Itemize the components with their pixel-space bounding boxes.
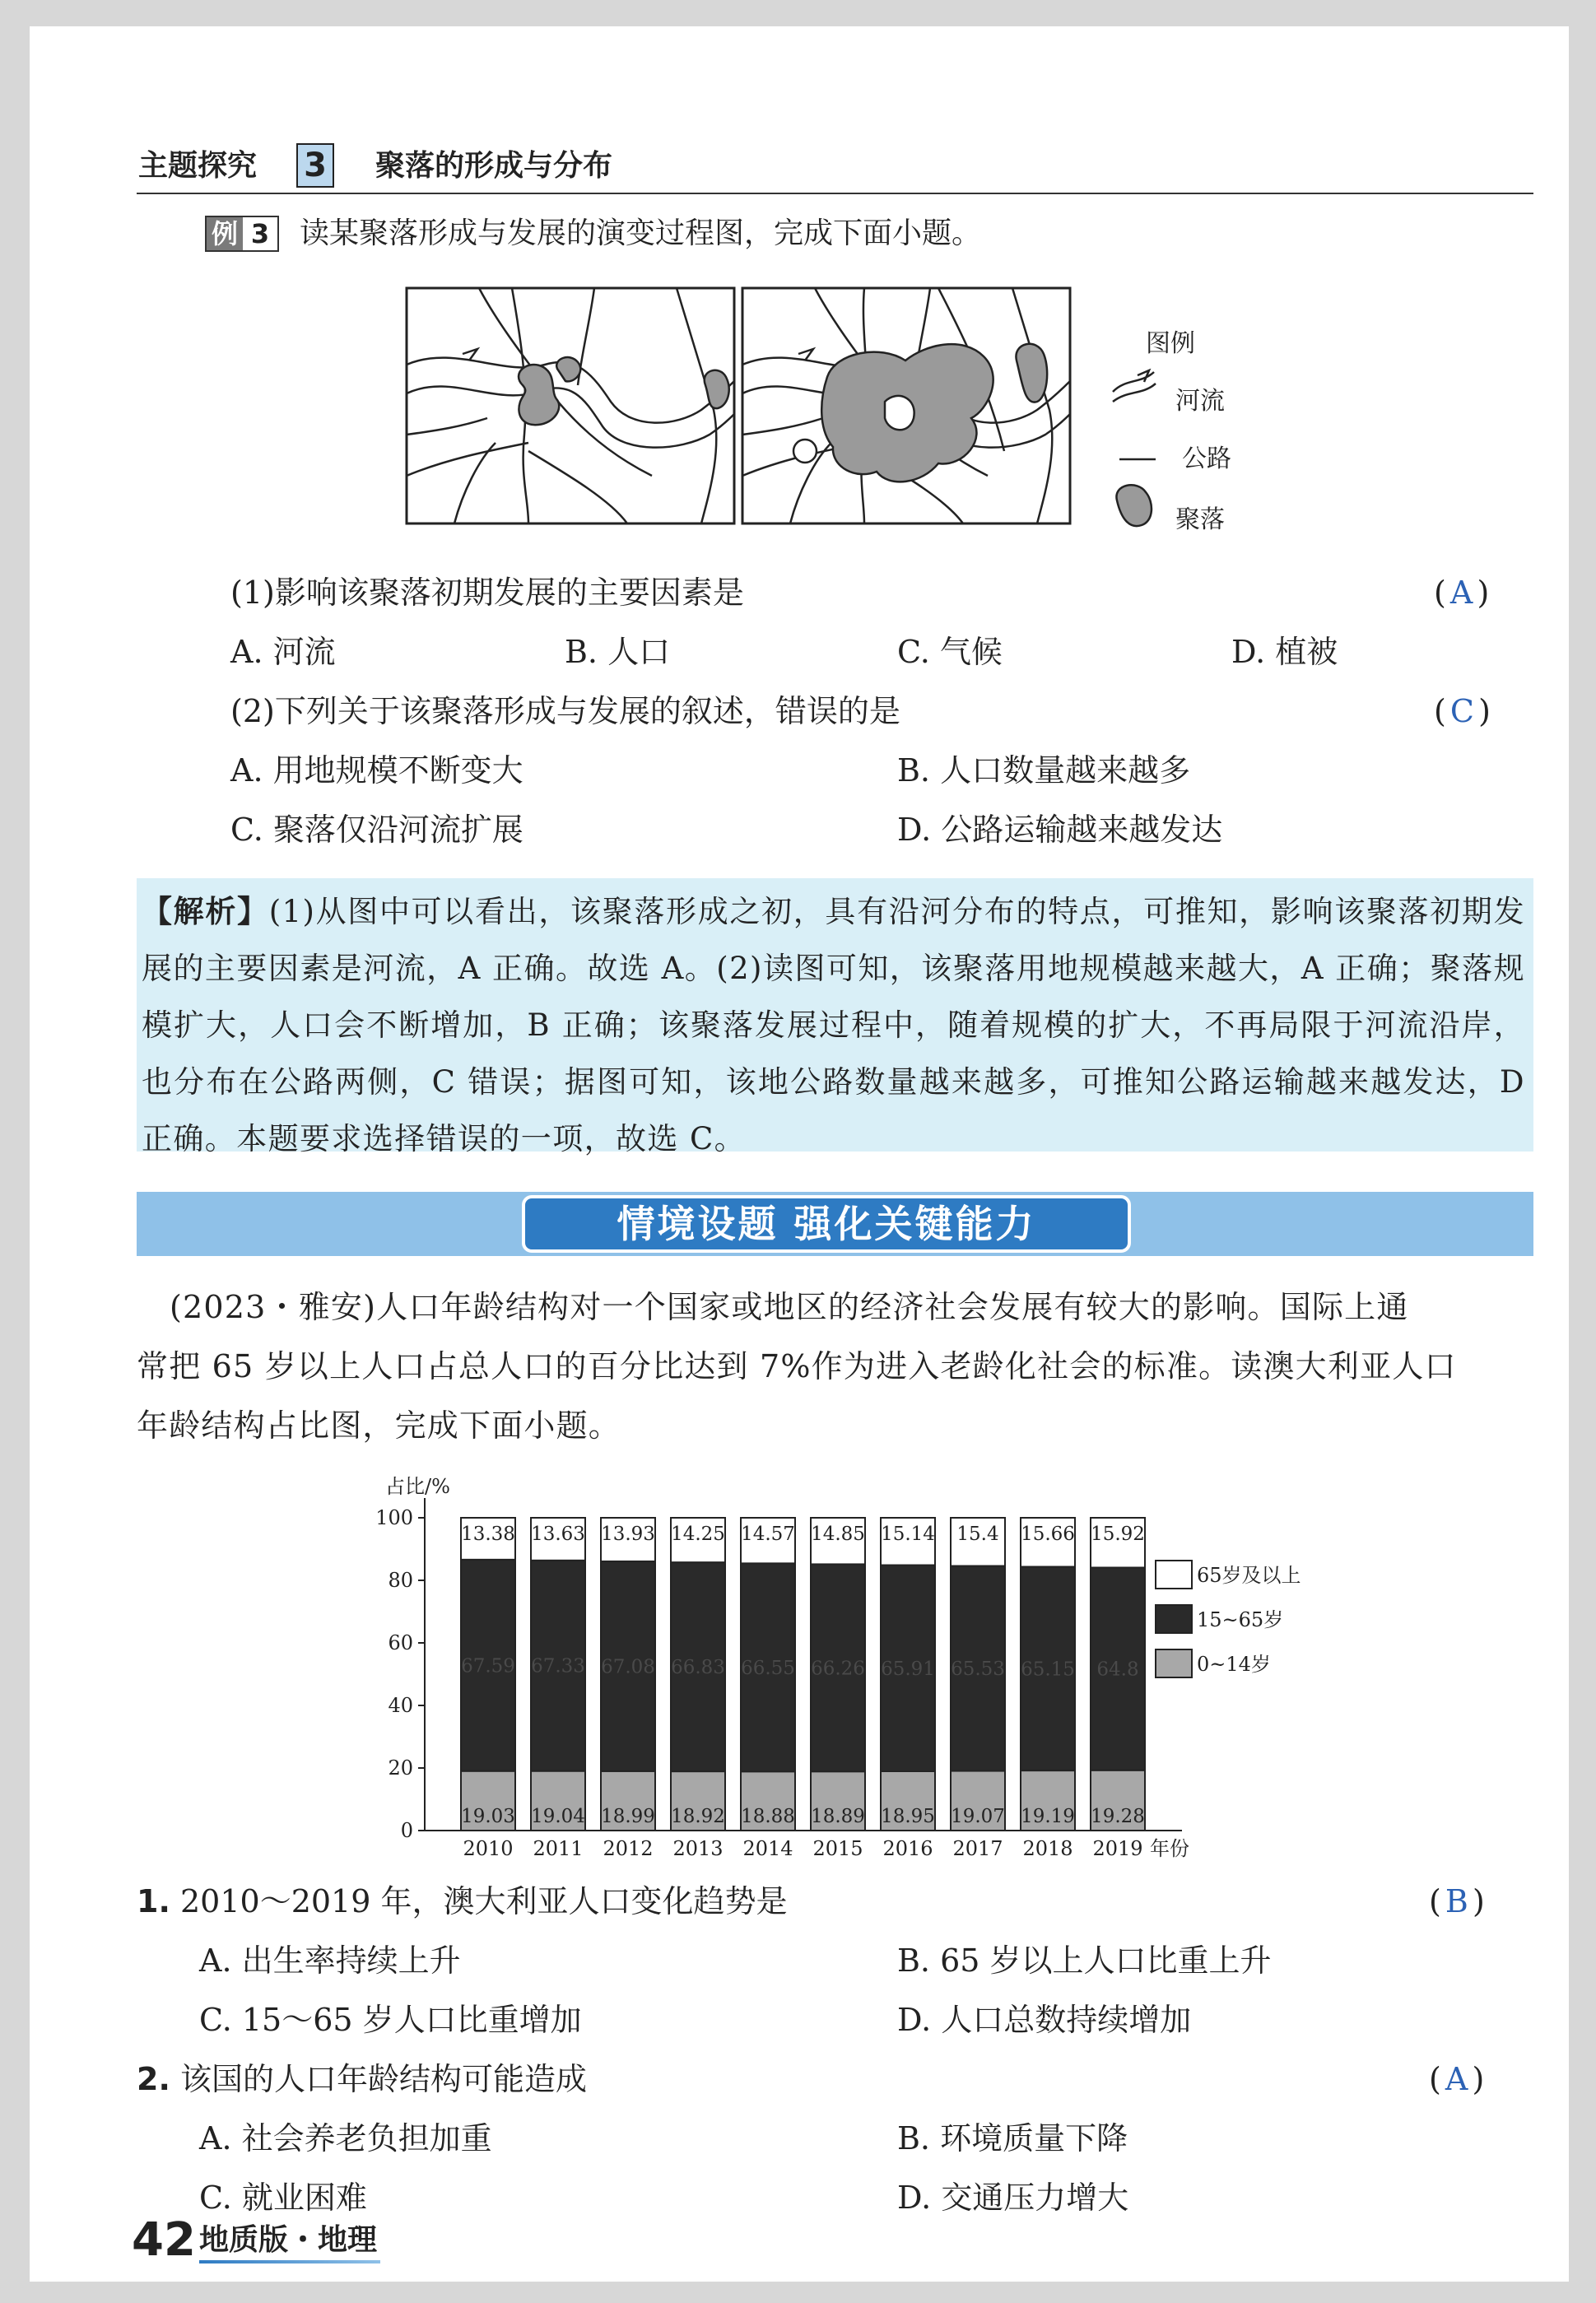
x-axis-label: 年份 [1150, 1837, 1189, 1860]
x-tick-label: 2019 [1092, 1837, 1143, 1860]
analysis-paragraph [137, 878, 1533, 1167]
example-q1-answer-bracket: ( A ) [1434, 575, 1490, 611]
question-1-option-d: D. 人口总数持续增加 [897, 2002, 1192, 2038]
data-label: 14.57 [741, 1524, 795, 1545]
edition-underline [199, 2260, 380, 2263]
example-q2-option-c: C. 聚落仅沿河流扩展 [230, 812, 523, 848]
question-1-option-b: B. 65 岁以上人口比重上升 [897, 1942, 1272, 1979]
section-title: 聚落的形成与分布 [375, 149, 613, 183]
map-early-stage [407, 288, 734, 523]
question-1-number: 1. [137, 1883, 170, 1919]
analysis-text: (1)从图中可以看出，该聚落形成之初，具有沿河分布的特点，可推知，影响该聚落初期发展的主要因素是河流，A 正确。故选 A。(2)读图可知，该聚落用地规模越来越大，A 正确；聚落规模扩大，人口会不断增加，B 正确；该聚落发展过程中，随着规模的扩大，不再局限于河流沿岸，也分布在公路两侧，C 错误；据图可知，该地公路数量越来越多，可推知公路运输越来越发达，D 正确。本题要求选择错误的一项，故选 C。 [142, 894, 1525, 1156]
header-rule [137, 193, 1533, 194]
intro-line-2: 常把 65 岁以上人口占总人口的百分比达到 7%作为进入老龄化社会的标准。读澳大利亚人口 [137, 1348, 1457, 1384]
example-prompt: 读某聚落形成与发展的演变过程图，完成下面小题。 [300, 216, 982, 250]
y-axis-label: 占比/% [385, 1475, 450, 1498]
x-tick-label: 2016 [882, 1837, 933, 1860]
data-label: 14.25 [671, 1524, 725, 1545]
x-tick-label: 2012 [603, 1837, 654, 1860]
y-tick-label: 60 [388, 1631, 413, 1654]
example-q2-stem: (2)下列关于该聚落形成与发展的叙述，错误的是 [230, 693, 900, 729]
data-label: 13.38 [461, 1524, 515, 1545]
question-2-answer: A [1445, 2061, 1468, 2097]
x-tick-label: 2011 [533, 1837, 584, 1860]
data-label: 18.95 [881, 1806, 935, 1827]
example-q2-answer: C [1449, 693, 1474, 729]
y-tick-label: 40 [388, 1694, 413, 1717]
data-label: 65.53 [951, 1659, 1005, 1681]
data-label: 15.14 [881, 1524, 935, 1545]
settlement-legend-symbol [1116, 485, 1152, 526]
data-label: 66.83 [671, 1657, 725, 1679]
example-q2-option-d: D. 公路运输越来越发达 [897, 812, 1223, 848]
section-number-box [296, 143, 334, 188]
legend-swatch [1156, 1649, 1192, 1677]
data-label: 15.66 [1021, 1524, 1075, 1545]
example-q2-option-a: A. 用地规模不断变大 [230, 752, 523, 789]
page-number: 42 [132, 2213, 196, 2267]
data-label: 18.99 [601, 1806, 655, 1827]
question-2-text: 该国的人口年龄结构可能造成 [179, 2061, 587, 2097]
question-1-answer-bracket: ( B ) [1429, 1883, 1485, 1919]
question-2-number: 2. [137, 2061, 170, 2097]
question-2-answer-bracket: ( A ) [1429, 2061, 1485, 2097]
data-label: 15.4 [956, 1524, 999, 1545]
example-q1-option-d: D. 植被 [1231, 634, 1338, 670]
data-label: 67.59 [461, 1655, 515, 1677]
legend-label: 0~14岁 [1197, 1653, 1271, 1676]
example-q2-answer-bracket: ( C ) [1434, 693, 1491, 729]
x-tick-label: 2018 [1022, 1837, 1073, 1860]
x-tick-label: 2010 [463, 1837, 514, 1860]
data-label: 65.15 [1021, 1659, 1075, 1681]
question-1-text: 2010～2019 年，澳大利亚人口变化趋势是 [179, 1883, 788, 1919]
section-number: 3 [304, 147, 327, 184]
question-1-option-c: C. 15～65 岁人口比重增加 [199, 2002, 582, 2038]
data-label: 64.8 [1096, 1659, 1139, 1681]
data-label: 66.26 [811, 1658, 865, 1680]
intro-line-3: 年龄结构占比图，完成下面小题。 [137, 1407, 621, 1444]
legend-road: 公路 [1182, 444, 1231, 473]
legend-settlement: 聚落 [1175, 505, 1225, 534]
data-label: 67.33 [531, 1655, 585, 1677]
example-tag-number: 3 [250, 218, 270, 249]
legend-swatch [1156, 1561, 1192, 1589]
x-tick-label: 2017 [952, 1837, 1003, 1860]
data-label: 13.63 [531, 1524, 585, 1545]
y-tick-label: 20 [388, 1756, 413, 1780]
data-label: 13.93 [601, 1524, 655, 1545]
edition-label: 地质版・地理 [199, 2223, 378, 2257]
question-1-answer: B [1445, 1883, 1468, 1919]
example-q1-option-c: C. 气候 [897, 634, 1003, 670]
x-tick-label: 2015 [812, 1837, 863, 1860]
example-q2-option-b: B. 人口数量越来越多 [897, 752, 1191, 789]
y-tick-label: 0 [400, 1819, 413, 1842]
question-1-stem [137, 1883, 787, 1919]
data-label: 19.28 [1091, 1806, 1145, 1827]
legend-label: 15~65岁 [1197, 1608, 1284, 1631]
x-tick-label: 2013 [672, 1837, 724, 1860]
question-2-option-a: A. 社会养老负担加重 [199, 2120, 492, 2156]
example-q1-stem: (1)影响该聚落初期发展的主要因素是 [230, 575, 744, 611]
data-label: 19.19 [1021, 1806, 1075, 1827]
question-2-option-b: B. 环境质量下降 [897, 2120, 1128, 2156]
question-2-option-d: D. 交通压力增大 [897, 2180, 1129, 2216]
example-tag [205, 216, 279, 252]
example-q1-option-a: A. 河流 [230, 634, 336, 670]
page [30, 26, 1569, 2282]
data-label: 15.92 [1091, 1524, 1145, 1545]
analysis-label: 【解析】 [142, 894, 269, 929]
example-tag-label: 例 [207, 217, 243, 250]
data-label: 18.92 [671, 1806, 725, 1827]
data-label: 19.04 [531, 1806, 585, 1827]
data-label: 14.85 [811, 1524, 865, 1545]
legend-label: 65岁及以上 [1197, 1564, 1301, 1587]
data-label: 19.07 [951, 1806, 1005, 1827]
section-banner [137, 1192, 1533, 1256]
section-label: 主题探究 [138, 149, 258, 183]
data-label: 19.03 [461, 1806, 515, 1827]
data-label: 18.89 [811, 1806, 865, 1827]
data-label: 65.91 [881, 1658, 935, 1680]
map-later-stage [742, 288, 1070, 523]
example-q1-option-b: B. 人口 [565, 634, 671, 670]
intro-line-1: (2023・雅安)人口年龄结构对一个国家或地区的经济社会发展有较大的影响。国际上通 [170, 1289, 1409, 1325]
analysis-box [137, 878, 1533, 1156]
map-legend [1113, 370, 1156, 526]
age-structure-chart [359, 1468, 1347, 1872]
data-label: 66.55 [741, 1657, 795, 1679]
data-label: 18.88 [741, 1806, 795, 1827]
example-q1-answer: A [1449, 575, 1473, 611]
question-2-stem [137, 2061, 587, 2097]
river-legend-symbol [1113, 370, 1156, 402]
question-2-option-c: C. 就业困难 [199, 2180, 367, 2216]
question-1-option-a: A. 出生率持续上升 [199, 1942, 461, 1979]
y-tick-label: 80 [388, 1569, 413, 1592]
legend-title: 图例 [1146, 329, 1195, 358]
y-tick-label: 100 [375, 1506, 413, 1529]
legend-swatch [1156, 1605, 1192, 1633]
legend-river: 河流 [1175, 387, 1225, 416]
data-label: 67.08 [601, 1656, 655, 1678]
x-tick-label: 2014 [742, 1837, 793, 1860]
banner-title: 情境设题 强化关键能力 [522, 1195, 1131, 1253]
